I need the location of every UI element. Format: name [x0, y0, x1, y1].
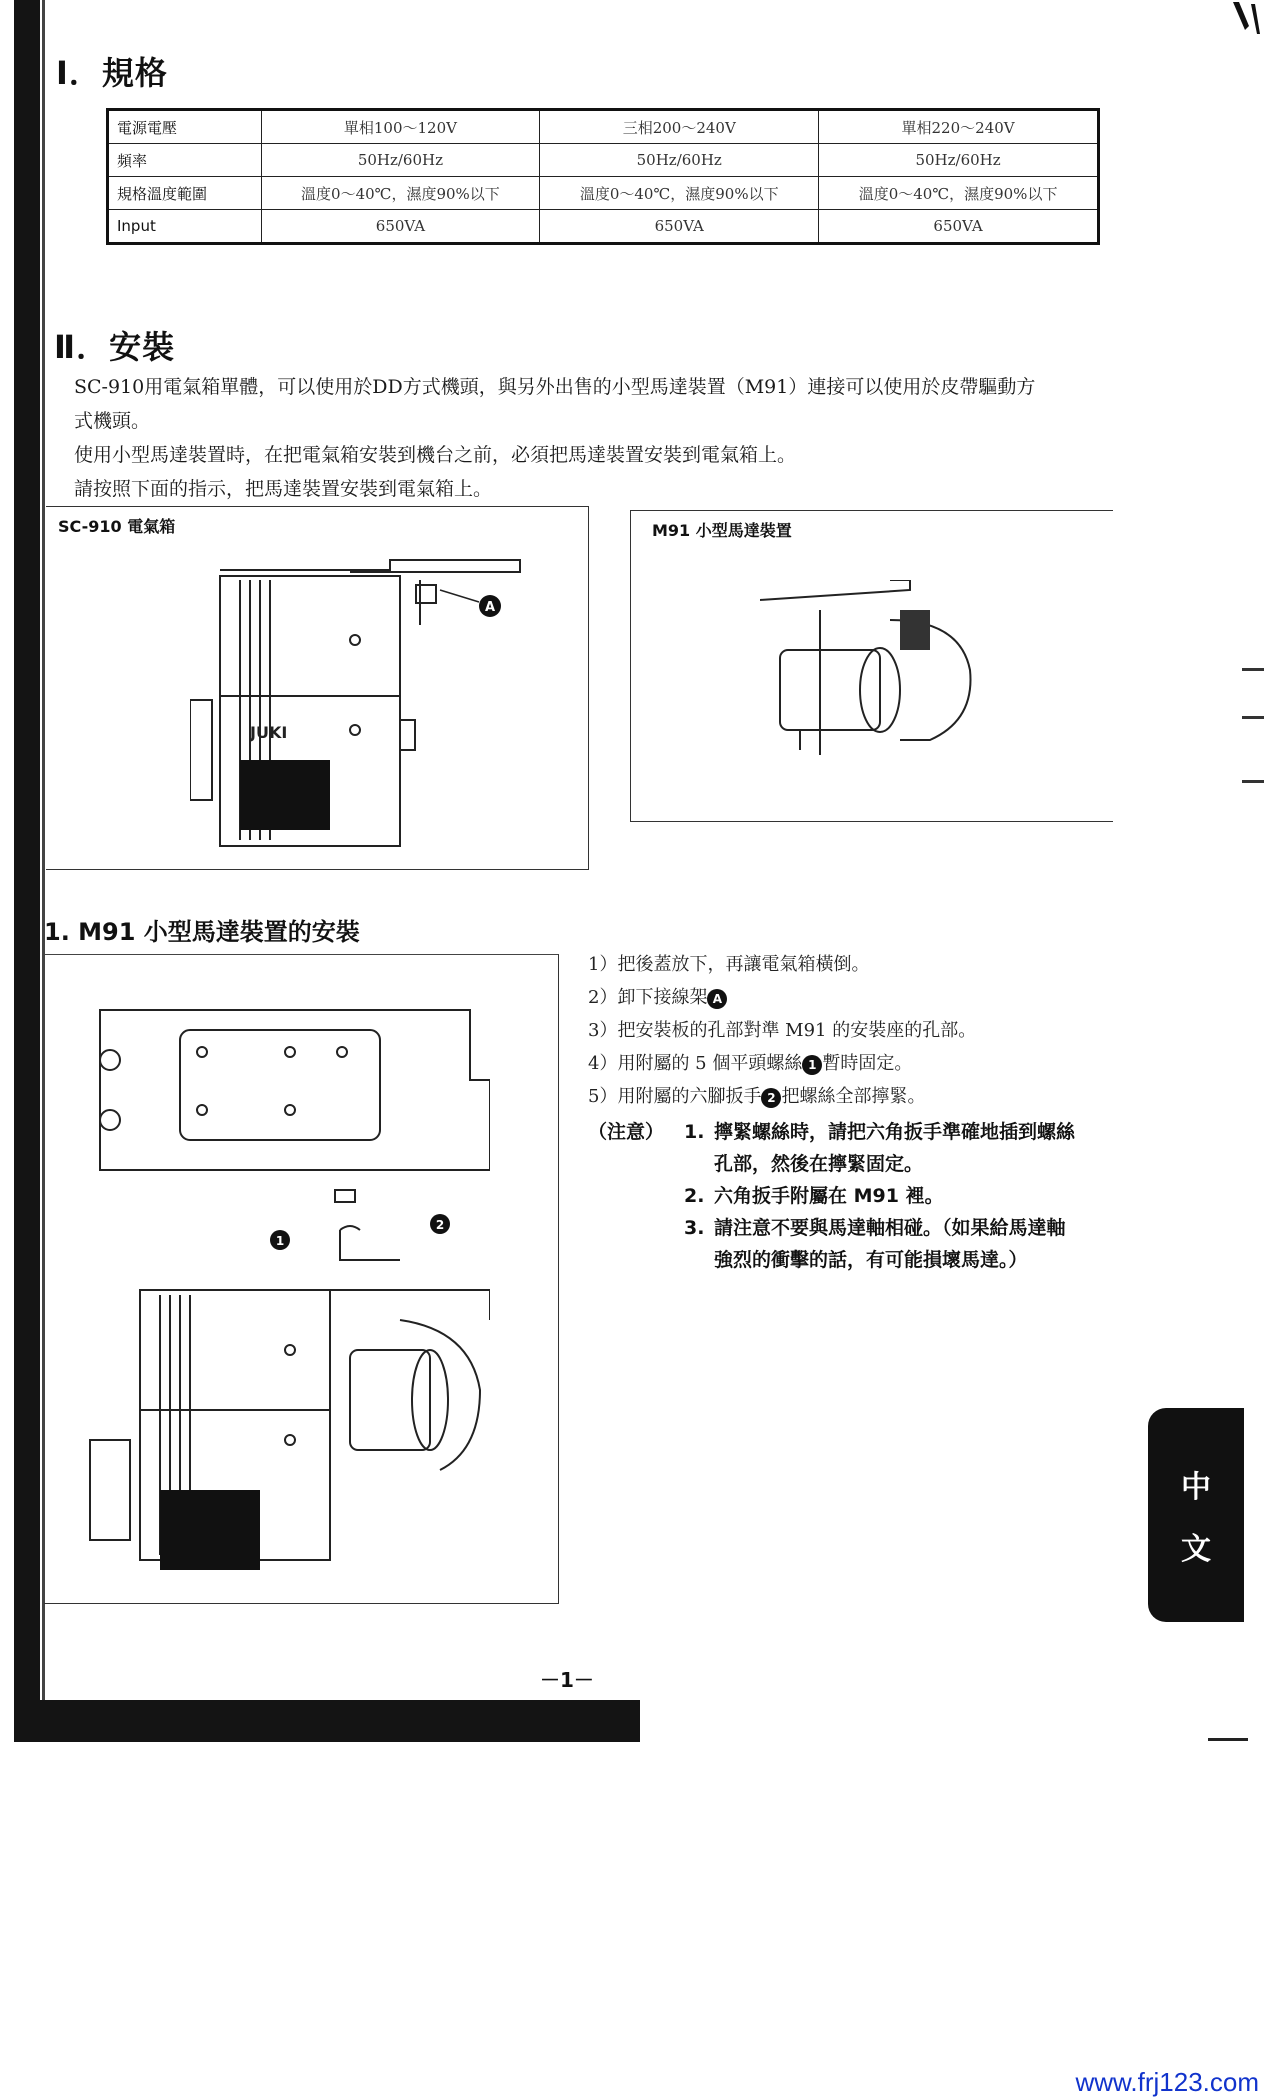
language-tab-char: 文: [1181, 1532, 1211, 1567]
spec-value: 單相220～240V: [819, 110, 1099, 144]
install-steps: [588, 948, 1128, 1113]
spec-value: 溫度0～40℃，濕度90%以下: [261, 177, 540, 210]
spec-row: [108, 110, 1099, 144]
spec-row: [108, 210, 1099, 244]
marker-a: A: [484, 600, 496, 615]
watermark: www.frj123.com: [1075, 2067, 1259, 2097]
brand-logo: JUKI: [250, 723, 288, 742]
spec-value: 溫度0～40℃，濕度90%以下: [540, 177, 819, 210]
note-item: 2. 六角扳手附屬在 M91 裡。: [684, 1185, 944, 1207]
marker-2: 2: [435, 1218, 445, 1232]
spec-value: 650VA: [261, 210, 540, 244]
notes-block: [588, 1116, 1128, 1276]
subsection-title: 1. M91 小型馬達裝置的安裝: [44, 918, 360, 946]
step-3: 3）把安裝板的孔部對準 M91 的安裝座的孔部。: [588, 1020, 977, 1041]
spec-value: 溫度0～40℃，濕度90%以下: [819, 177, 1099, 210]
step-4: 4）用附屬的 5 個平頭螺絲 1 暫時固定。: [588, 1053, 913, 1074]
scan-edge-left: [14, 0, 40, 1740]
spec-value: 50Hz/60Hz: [819, 144, 1099, 177]
note-line: 孔部，然後在擰緊固定。: [714, 1153, 924, 1175]
intro-paragraph: [74, 370, 1114, 506]
scan-corner-mark: [1231, 0, 1261, 36]
note-item: 3. 請注意不要與馬達軸相碰。（如果給馬達軸: [684, 1217, 1066, 1239]
spec-row: [108, 177, 1099, 210]
spec-label: 頻率: [108, 144, 262, 177]
spec-table: [106, 108, 1100, 245]
section-title-specs: I．規格: [56, 54, 168, 92]
note-line: 強烈的衝擊的話，有可能損壞馬達。）: [714, 1249, 1028, 1271]
spec-label: 電源電壓: [108, 110, 262, 144]
install-illustration: [70, 990, 490, 1590]
spec-label: 規格溫度範圍: [108, 177, 262, 210]
step-5: 5）用附屬的六腳扳手 2 把螺絲全部擰緊。: [588, 1086, 926, 1107]
scan-edge-dash: [1242, 780, 1264, 783]
intro-line: 使用小型馬達裝置時，在把電氣箱安裝到機台之前，必須把馬達裝置安裝到電氣箱上。: [74, 444, 797, 466]
scan-bottom-band: [14, 1700, 640, 1742]
spec-row: [108, 144, 1099, 177]
step-1: 1）把後蓋放下，再讓電氣箱橫倒。: [588, 954, 870, 975]
intro-line: 請按照下面的指示，把馬達裝置安裝到電氣箱上。: [74, 478, 493, 500]
intro-line: SC-910用電氣箱單體，可以使用於DD方式機頭，與另外出售的小型馬達裝置（M91）連接可以使用於皮帶驅動方: [74, 376, 1036, 398]
spec-value: 50Hz/60Hz: [261, 144, 540, 177]
section-title-install: Ⅱ．安裝: [54, 328, 176, 366]
scan-bottom-right-line: [1208, 1738, 1248, 1741]
intro-line: 式機頭。: [74, 410, 151, 432]
spec-value: 650VA: [540, 210, 819, 244]
marker-1-inline: 1: [802, 1055, 822, 1075]
spec-value: 三相200～240V: [540, 110, 819, 144]
spec-value: 單相100～120V: [261, 110, 540, 144]
scan-edge-dash: [1242, 668, 1264, 671]
step-2: 2）卸下接線架 A: [588, 981, 1128, 1014]
spec-value: 50Hz/60Hz: [540, 144, 819, 177]
control-box-illustration: [190, 540, 530, 860]
figure-control-box-label: SC-910 電氣箱: [58, 517, 176, 536]
note-item: （注意） 1. 擰緊螺絲時，請把六角扳手準確地插到螺絲: [588, 1116, 1128, 1148]
language-tab-char: 中: [1181, 1470, 1211, 1505]
marker-1: 1: [275, 1234, 285, 1248]
spec-value: 650VA: [819, 210, 1099, 244]
spec-label: Input: [108, 210, 262, 244]
marker-a-inline: A: [707, 989, 727, 1009]
scan-edge-dash: [1242, 716, 1264, 719]
notes-heading: （注意）: [588, 1121, 665, 1143]
page-number: －1－: [540, 1668, 594, 1692]
marker-2-inline: 2: [761, 1088, 781, 1108]
motor-unit-illustration: [760, 580, 980, 760]
figure-motor-unit-label: M91 小型馬達裝置: [652, 521, 792, 540]
language-tab: [1148, 1408, 1244, 1622]
